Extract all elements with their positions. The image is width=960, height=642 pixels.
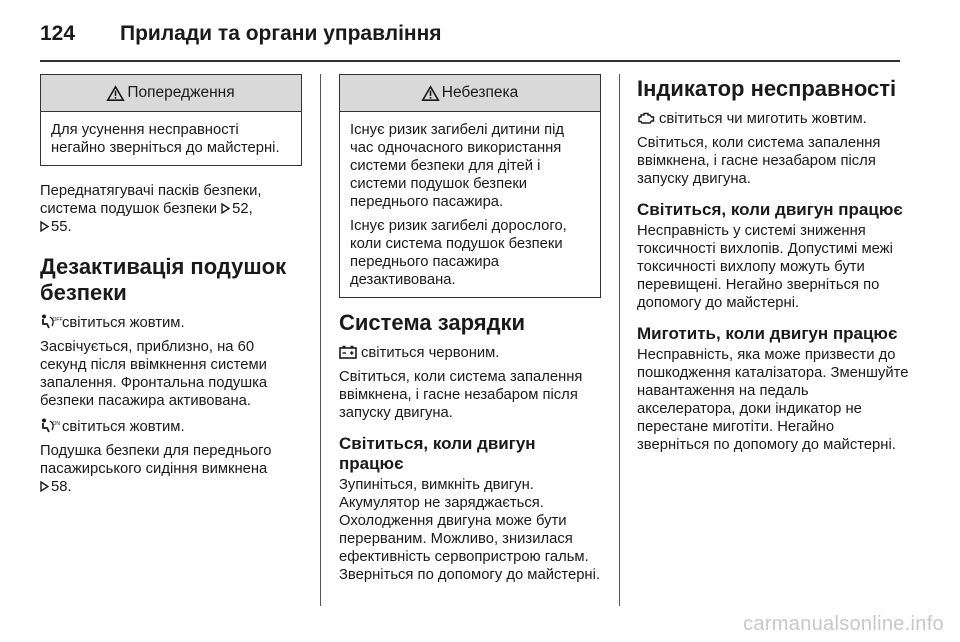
charging-engine-running-heading: Світиться, коли двигун працює <box>339 434 536 473</box>
warning-box-text: Для усунення несправності негайно зверніться до майстерні. <box>51 122 280 156</box>
danger-box-text-1: Існує ризик загибелі дитини під час одночасного використання системи безпеки для дітей і системи подушок безпеки переднього пасажира. <box>350 122 565 210</box>
airbag-on-indicator-icon <box>40 418 58 433</box>
column-2 <box>339 74 601 584</box>
malfunction-indicator-text: світиться чи миготить жовтим. <box>659 111 867 127</box>
airbag-deactivation-heading: Дезактивація подушок безпеки <box>40 254 287 305</box>
airbag-intro-ref-1: 52, <box>232 201 253 217</box>
warning-box-header <box>41 75 301 112</box>
column-1 <box>40 74 302 496</box>
watermark: carmanualsonline.info <box>743 613 944 635</box>
malfunction-indicator-heading: Індикатор несправності <box>637 76 897 101</box>
charging-engine-running-text: Зупиніться, вимкніть двигун. Акумулятор не заряджається. Охолодження двигуна може бути перерваним. Можливо, знизилася ефективність сервопристрою гальм. Зверніться по допомогу до майстерні. <box>339 477 601 583</box>
charging-description: Світиться, коли система запалення ввімкнена, і гасне незабаром після запуску двигуна. <box>339 369 583 421</box>
airbag-on-description <box>40 442 302 496</box>
malfunction-lit-text: Несправність у системі зниження токсичності вихлопів. Допустимі межі токсичності вихлопу можуть бути перевищені. Негайно зверніться по допомогу до майстерні. <box>637 223 893 311</box>
warning-box <box>40 74 302 166</box>
airbag-off-indicator-icon <box>40 314 63 329</box>
engine-check-icon <box>637 111 655 125</box>
column-3 <box>637 74 909 454</box>
charging-system-heading: Система зарядки <box>339 310 526 335</box>
page-number: 124 <box>40 22 76 45</box>
warning-box-title: Попередження <box>127 84 235 101</box>
danger-box-header <box>340 75 600 112</box>
airbag-intro-text: Переднатягувачі пасків безпеки, система подушок безпеки <box>40 183 262 217</box>
svg-text:ON: ON <box>52 421 60 427</box>
danger-box-text-2: Існує ризик загибелі дорослого, коли система подушок безпеки переднього пасажира дезактивована. <box>350 218 567 288</box>
page-title: Прилади та органи управління <box>120 22 442 45</box>
malfunction-indicator-line <box>637 110 909 128</box>
malfunction-flashing-text: Несправність, яка може призвести до пошкодження каталізатора. Зменшуйте навантаження на педаль акселератора, доки індикатор не перестане миготіти. Негайно зверніться по допомогу до майстерні. <box>637 347 909 453</box>
airbag-on-description-text: Подушка безпеки для переднього пасажирського сидіння вимкнена <box>40 443 272 477</box>
airbag-intro-paragraph <box>40 182 302 236</box>
airbag-on-description-ref: 58. <box>51 479 72 495</box>
airbag-on-indicator-line <box>40 418 302 436</box>
battery-icon <box>339 345 357 359</box>
warning-triangle-icon <box>422 86 439 101</box>
charging-indicator-text: світиться червоним. <box>361 345 500 361</box>
airbag-off-description: Засвічується, приблизно, на 60 секунд після ввімкнення системи запалення. Фронтальна подушка безпеки пасажира активована. <box>40 339 268 409</box>
page-reference-arrow-icon <box>40 481 49 492</box>
airbag-off-indicator-text: світиться жовтим. <box>62 315 185 331</box>
svg-text:OFF: OFF <box>52 317 63 323</box>
danger-box-body <box>340 112 600 297</box>
airbag-on-indicator-text: світиться жовтим. <box>62 419 185 435</box>
airbag-intro-ref-2: 55. <box>51 219 72 235</box>
header-divider <box>40 60 900 62</box>
warning-box-body <box>41 112 301 165</box>
warning-triangle-icon <box>107 86 124 101</box>
malfunction-lit-heading: Світиться, коли двигун працює <box>637 200 903 219</box>
column-divider-2 <box>619 74 620 606</box>
danger-box-title: Небезпека <box>441 84 519 101</box>
column-divider-1 <box>320 74 321 606</box>
page-reference-arrow-icon <box>40 221 49 232</box>
airbag-off-indicator-line <box>40 314 302 332</box>
page-header <box>40 16 442 52</box>
charging-indicator-line <box>339 344 601 362</box>
malfunction-flashing-heading: Миготить, коли двигун працює <box>637 324 898 343</box>
danger-box <box>339 74 601 298</box>
malfunction-description: Світиться, коли система запалення ввімкнена, і гасне незабаром після запуску двигуна. <box>637 135 881 187</box>
page-reference-arrow-icon <box>221 203 230 214</box>
